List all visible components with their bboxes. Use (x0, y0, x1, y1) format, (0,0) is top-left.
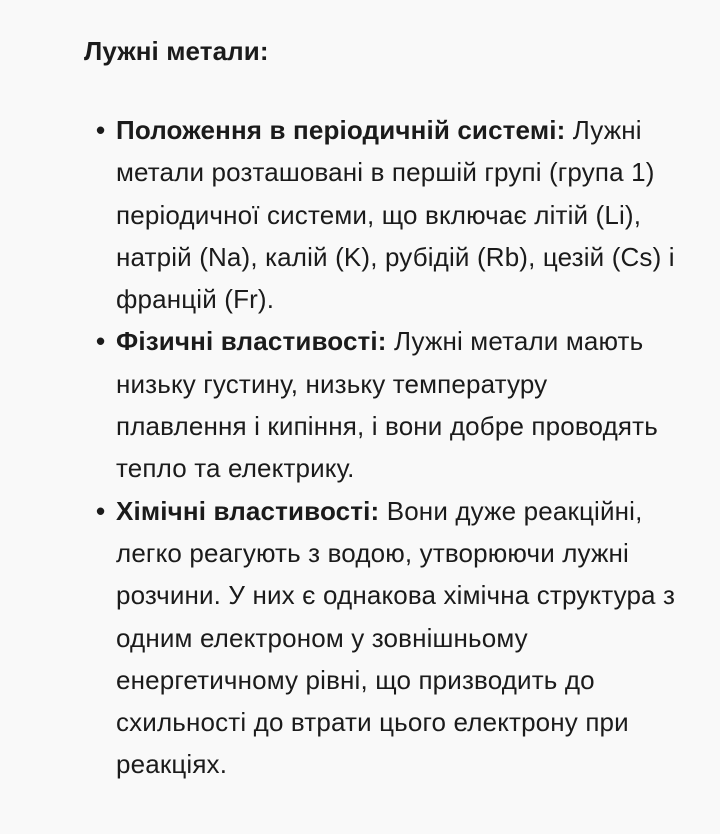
item-text: Вони дуже реакційні, легко реагують з водою, утворюючи лужні розчини. У них є однакова хімічна структура з одним електроном у зовнішньому енергетичному рівні, що призводить до схильності до втрати цього електрону при реакціях. (116, 495, 676, 780)
property-list (84, 109, 720, 786)
bullet-icon: • (96, 115, 106, 145)
item-label: Фізичні властивості: (116, 326, 387, 357)
item-label: Положення в періодичній системі: (116, 115, 566, 145)
item-text: Лужні метали мають низьку густину, низьку температуру плавлення і кипіння, і вони добре проводять тепло та електрику. (116, 326, 658, 484)
list-item-physical (84, 320, 676, 489)
list-item-chemical (84, 490, 676, 786)
item-label: Хімічні властивості: (116, 495, 380, 526)
bullet-icon: • (96, 495, 106, 526)
list-item-position (84, 109, 676, 320)
item-text: Лужні метали розташовані в першій групі (група 1) періодичної системи, що включає літій (Li), натрій (Na), калій (K), рубідій (Rb), цезій (Cs) і францій (Fr). (116, 115, 675, 315)
section-title: Лужні метали: (84, 36, 269, 66)
bullet-icon: • (96, 326, 106, 357)
